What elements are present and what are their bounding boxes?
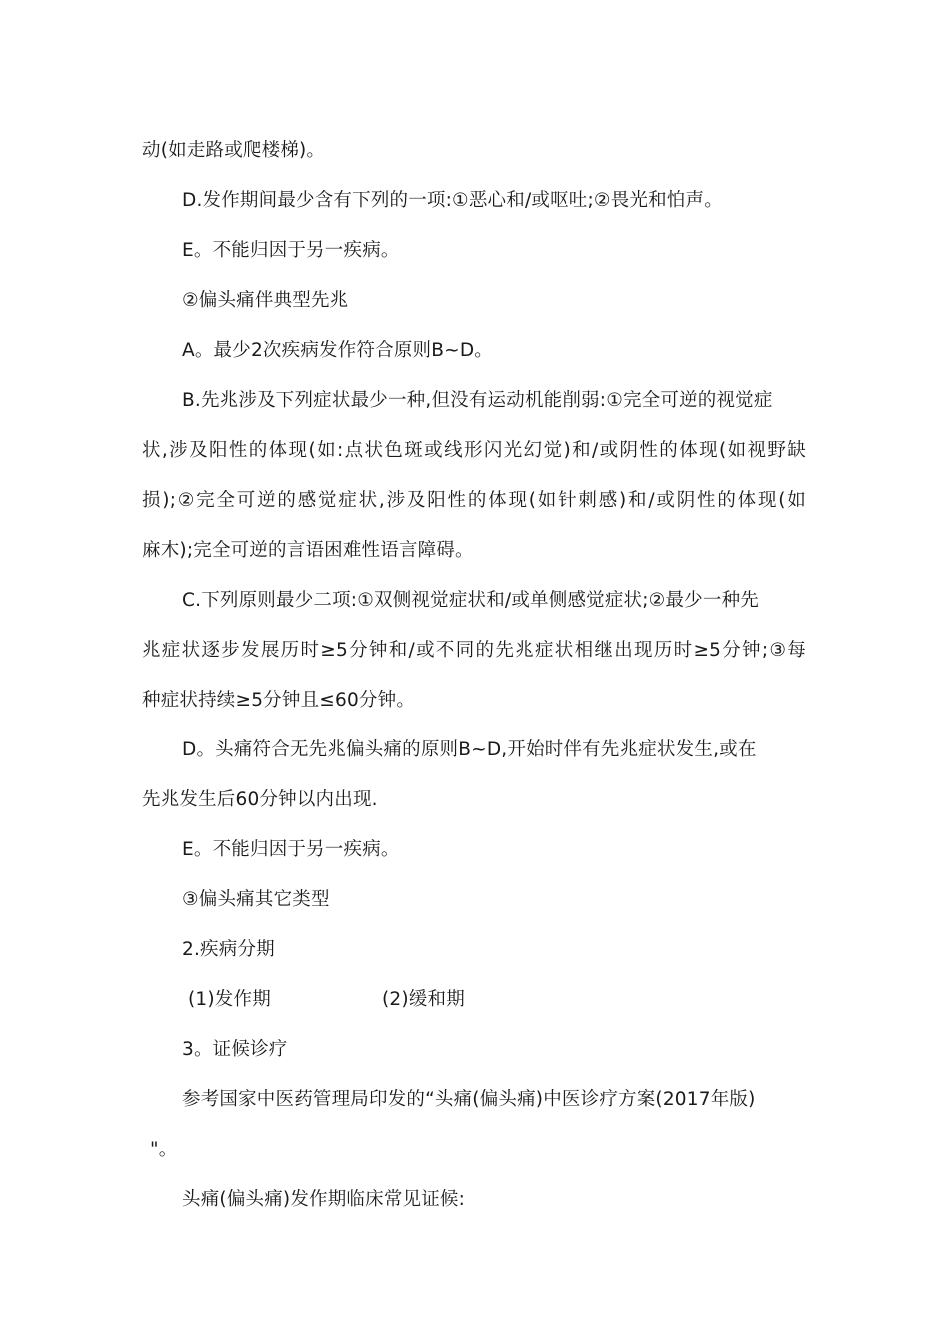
stage-remission: (2)缓和期 [382,989,465,1010]
text-line-11: 兆症状逐步发展历时≥5分钟和/或不同的先兆症状相继出现历时≥5分钟;③每 [142,640,806,661]
text-line-6: B.先兆涉及下列症状最少一种,但没有运动机能削弱:①完全可逆的视觉症 [182,390,773,411]
text-line-14: 先兆发生后60分钟以内出现. [142,789,378,810]
text-line-15: E。不能归因于另一疾病。 [182,839,400,860]
text-line-13: D。头痛符合无先兆偏头痛的原则B~D,开始时伴有先兆症状发生,或在 [182,739,757,760]
text-line-9: 麻木);完全可逆的言语困难性语言障碍。 [142,540,474,561]
heading-syndrome-diagnosis: 3。证候诊疗 [182,1039,288,1060]
text-line-2: D.发作期间最少含有下列的一项:①恶心和/或呕吐;②畏光和怕声。 [182,190,723,211]
text-line-7: 状,涉及阳性的体现(如:点状色斑或线形闪光幻觉)和/或阴性的体现(如视野缺 [142,440,806,461]
text-line-1: 动(如走路或爬楼梯)。 [142,140,326,161]
text-line-syndromes: 头痛(偏头痛)发作期临床常见证候: [182,1189,466,1210]
text-line-quote-end: "。 [150,1139,178,1160]
subheading-other-types: ③偏头痛其它类型 [182,889,330,910]
text-line-3: E。不能归因于另一疾病。 [182,240,400,261]
heading-disease-stages: 2.疾病分期 [182,939,275,960]
text-line-reference: 参考国家中医药管理局印发的“头痛(偏头痛)中医诊疗方案(2017年版) [182,1089,756,1110]
subheading-typical-aura: ②偏头痛伴典型先兆 [182,290,349,311]
text-line-10: C.下列原则最少二项:①双侧视觉症状和/或单侧感觉症状;②最少一种先 [182,590,759,611]
text-line-5: A。最少2次疾病发作符合原则B~D。 [182,340,493,361]
stage-attack: (1)发作期 [188,989,271,1010]
text-line-12: 种症状持续≥5分钟且≤60分钟。 [142,690,416,711]
text-line-8: 损);②完全可逆的感觉症状,涉及阳性的体现(如针刺感)和/或阴性的体现(如 [142,490,806,511]
